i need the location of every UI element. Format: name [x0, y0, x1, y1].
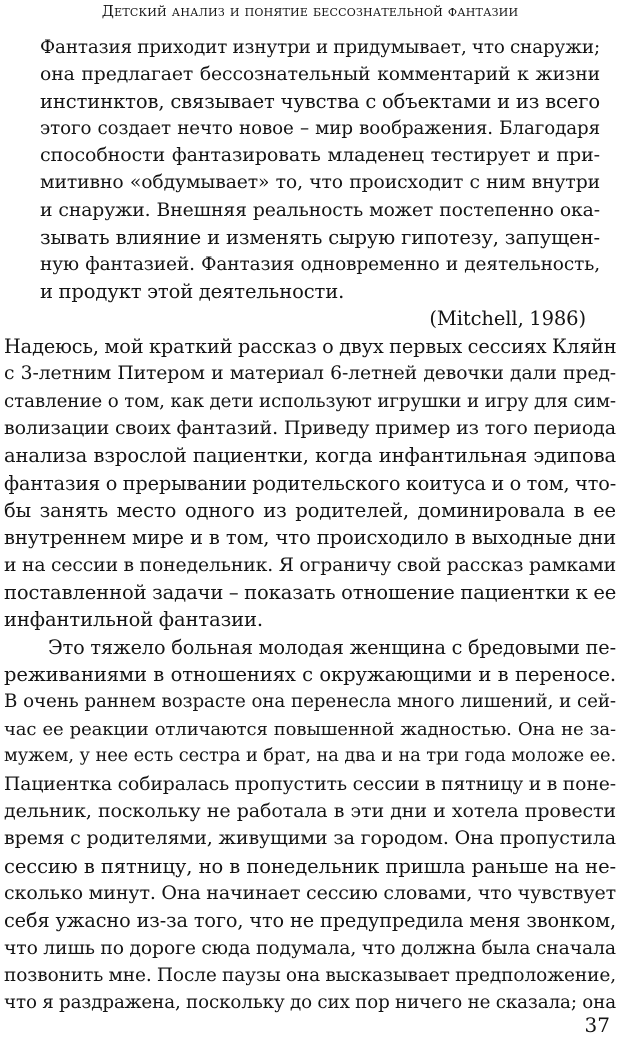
paragraph-line: В очень раннем возрасте она перенесла много лишений, и сей-: [4, 691, 616, 713]
paragraph-line: себя ужасно из-за того, что не предупредила меня звонком,: [4, 909, 616, 933]
paragraph-line: что лишь по дороге сюда подумала, что должна была сначала: [4, 937, 616, 959]
epigraph-line: митивно «обдумывает» то, что происходит с ним внутри: [40, 172, 600, 194]
paragraph-line: реживаниями в отношениях с окружающими и в переносе.: [4, 663, 616, 687]
paragraph-line: волизации своих фантазий. Приведу пример из того периода: [4, 417, 616, 440]
paragraph-line: анализа взрослой пациентки, когда инфантильная эдипова: [4, 444, 616, 468]
epigraph-citation: (Mitchell, 1986): [429, 306, 586, 330]
paragraph-2: [4, 634, 616, 1017]
paragraph-line: Надеюсь, мой краткий рассказ о двух первых сессиях Кляйн: [4, 335, 617, 358]
paragraph-line: сколько минут. Она начинает сессию словами, что чувствует: [4, 881, 616, 904]
epigraph-line: инстинктов, связывает чувства с объектами и из всего: [40, 90, 600, 114]
paragraph-1: [4, 333, 616, 634]
epigraph-line: и снаружи. Внешняя реальность может постепенно ока-: [40, 199, 600, 221]
paragraph-line: с 3-летним Питером и материал 6-летней девочки дали пред-: [4, 363, 616, 385]
paragraph-line: инфантильной фантазии.: [4, 608, 264, 632]
epigraph-line: она предлагает бессознательный комментарий к жизни: [40, 64, 600, 86]
running-head: Детский анализ и понятие бессознательной фантазии: [101, 2, 519, 20]
page-number: 37: [584, 1013, 610, 1037]
paragraph-line: и на сессии в понедельник. Я ограничу свой рассказ рамками: [4, 554, 616, 576]
body-text: [4, 333, 616, 1017]
paragraph-line: ставление о том, как дети используют игрушки и игру для сим-: [4, 390, 616, 412]
epigraph: [40, 34, 600, 332]
paragraph-line: поставленной задачи – показать отношение пациентки к ее: [4, 581, 617, 605]
paragraph-line: время с родителями, живущими за городом. Она пропустила: [4, 827, 616, 850]
paragraph-line: бы занять место одного из родителей, доминировала в ее: [4, 499, 616, 523]
paragraph-line: сессию в пятницу, но в понедельник пришла раньше на не-: [4, 854, 616, 878]
epigraph-line: зывать влияние и изменять сырую гипотезу, запущен-: [40, 225, 600, 249]
paragraph-line: Пациентка собиралась пропустить сессии в пятницу и в поне-: [4, 773, 616, 795]
paragraph-line: что я раздражена, поскольку до сих пор ничего не сказала; она: [4, 992, 616, 1014]
paragraph-line: позвонить мне. После паузы она высказывает предположение,: [4, 964, 616, 986]
paragraph-line: дельник, поскольку не работала в эти дни и хотела провести: [4, 799, 616, 822]
epigraph-line: Фантазия приходит изнутри и придумывает, что снаружи;: [40, 37, 600, 58]
epigraph-line: этого создает нечто новое – мир воображения. Благодаря: [40, 118, 600, 140]
paragraph-line: внутреннем мире и в том, что происходило в выходные дни: [4, 526, 616, 550]
paragraph-line: мужем, у нее есть сестра и брат, на два и на три года моложе ее.: [4, 746, 616, 767]
paragraph-line: час ее реакции отличаются повышенной жадностью. Она не за-: [4, 718, 616, 740]
epigraph-line: способности фантазировать младенец тестирует и при-: [40, 144, 600, 167]
epigraph-line: ную фантазией. Фантазия одновременно и деятельность,: [40, 253, 600, 275]
paragraph-line: фантазия о прерывании родительского коитуса и о том, что-: [4, 471, 617, 495]
epigraph-line: и продукт этой деятельности.: [40, 279, 345, 303]
paragraph-line: Это тяжело больная молодая женщина с бредовыми пе-: [48, 635, 616, 659]
